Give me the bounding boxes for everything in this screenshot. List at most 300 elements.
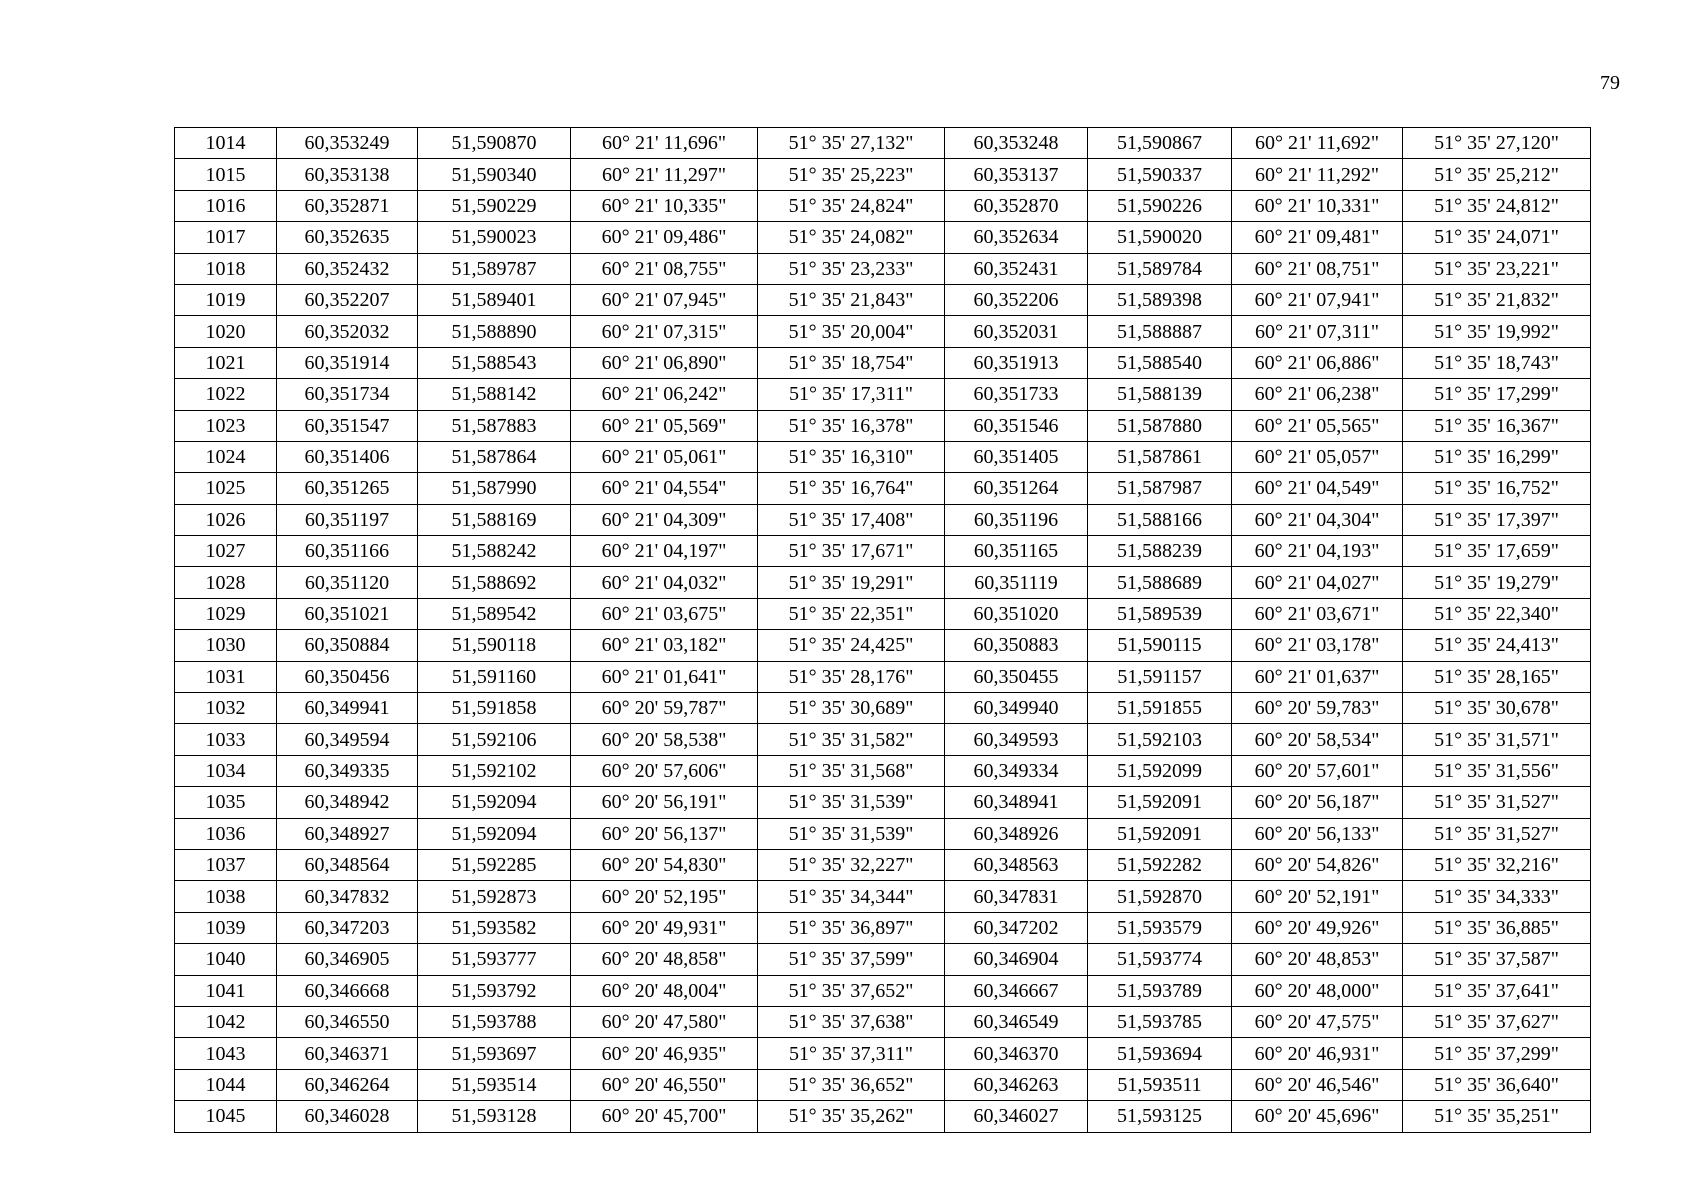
point-number-cell: 1031: [175, 661, 277, 692]
point-number-cell: 1037: [175, 849, 277, 880]
latitude-dms-alt-cell: 51° 35' 28,165": [1403, 661, 1591, 692]
latitude-decimal-alt-cell: 51,591855: [1088, 693, 1232, 724]
point-number-cell: 1027: [175, 536, 277, 567]
longitude-decimal-cell: 60,353138: [277, 159, 418, 190]
longitude-dms-alt-cell: 60° 21' 09,481": [1232, 222, 1403, 253]
longitude-decimal-alt-cell: 60,346667: [945, 975, 1088, 1006]
longitude-dms-alt-cell: 60° 21' 05,565": [1232, 410, 1403, 441]
latitude-decimal-cell: 51,587990: [418, 473, 571, 504]
point-number-cell: 1026: [175, 504, 277, 535]
latitude-decimal-alt-cell: 51,592103: [1088, 724, 1232, 755]
longitude-dms-alt-cell: 60° 21' 01,637": [1232, 661, 1403, 692]
latitude-decimal-alt-cell: 51,589539: [1088, 598, 1232, 629]
table-row: [175, 441, 1591, 472]
latitude-dms-cell: 51° 35' 28,176": [758, 661, 945, 692]
latitude-decimal-cell: 51,590340: [418, 159, 571, 190]
latitude-decimal-alt-cell: 51,589784: [1088, 253, 1232, 284]
longitude-dms-cell: 60° 21' 09,486": [571, 222, 758, 253]
longitude-dms-cell: 60° 21' 01,641": [571, 661, 758, 692]
longitude-decimal-cell: 60,350884: [277, 630, 418, 661]
latitude-dms-cell: 51° 35' 31,568": [758, 755, 945, 786]
longitude-decimal-cell: 60,351166: [277, 536, 418, 567]
longitude-decimal-cell: 60,351197: [277, 504, 418, 535]
longitude-decimal-cell: 60,351406: [277, 441, 418, 472]
table-row: [175, 818, 1591, 849]
latitude-dms-alt-cell: 51° 35' 31,527": [1403, 787, 1591, 818]
point-number-cell: 1034: [175, 755, 277, 786]
longitude-dms-cell: 60° 21' 11,297": [571, 159, 758, 190]
longitude-decimal-alt-cell: 60,346027: [945, 1101, 1088, 1132]
longitude-dms-cell: 60° 20' 57,606": [571, 755, 758, 786]
longitude-decimal-cell: 60,348564: [277, 849, 418, 880]
latitude-decimal-alt-cell: 51,588689: [1088, 567, 1232, 598]
latitude-decimal-cell: 51,591160: [418, 661, 571, 692]
latitude-dms-cell: 51° 35' 21,843": [758, 284, 945, 315]
latitude-dms-cell: 51° 35' 19,291": [758, 567, 945, 598]
longitude-decimal-alt-cell: 60,351264: [945, 473, 1088, 504]
longitude-dms-cell: 60° 21' 04,032": [571, 567, 758, 598]
table-row: [175, 190, 1591, 221]
latitude-dms-cell: 51° 35' 20,004": [758, 316, 945, 347]
latitude-dms-cell: 51° 35' 31,582": [758, 724, 945, 755]
longitude-decimal-cell: 60,346264: [277, 1069, 418, 1100]
longitude-dms-cell: 60° 21' 03,675": [571, 598, 758, 629]
latitude-decimal-cell: 51,588692: [418, 567, 571, 598]
latitude-dms-alt-cell: 51° 35' 37,627": [1403, 1006, 1591, 1037]
longitude-dms-cell: 60° 21' 10,335": [571, 190, 758, 221]
table-row: [175, 849, 1591, 880]
latitude-decimal-cell: 51,592106: [418, 724, 571, 755]
point-number-cell: 1029: [175, 598, 277, 629]
table-row: [175, 473, 1591, 504]
longitude-dms-alt-cell: 60° 20' 57,601": [1232, 755, 1403, 786]
longitude-decimal-alt-cell: 60,351733: [945, 379, 1088, 410]
latitude-decimal-cell: 51,592285: [418, 849, 571, 880]
longitude-decimal-alt-cell: 60,351405: [945, 441, 1088, 472]
latitude-dms-alt-cell: 51° 35' 25,212": [1403, 159, 1591, 190]
latitude-dms-cell: 51° 35' 24,824": [758, 190, 945, 221]
latitude-decimal-cell: 51,593128: [418, 1101, 571, 1132]
table-row: [175, 128, 1591, 159]
point-number-cell: 1030: [175, 630, 277, 661]
point-number-cell: 1019: [175, 284, 277, 315]
longitude-decimal-alt-cell: 60,351196: [945, 504, 1088, 535]
longitude-decimal-cell: 60,346028: [277, 1101, 418, 1132]
latitude-decimal-cell: 51,592094: [418, 787, 571, 818]
latitude-dms-cell: 51° 35' 16,310": [758, 441, 945, 472]
table-row: [175, 284, 1591, 315]
longitude-decimal-cell: 60,347832: [277, 881, 418, 912]
longitude-decimal-cell: 60,348927: [277, 818, 418, 849]
latitude-dms-cell: 51° 35' 17,671": [758, 536, 945, 567]
latitude-dms-alt-cell: 51° 35' 24,071": [1403, 222, 1591, 253]
longitude-dms-alt-cell: 60° 20' 48,853": [1232, 944, 1403, 975]
point-number-cell: 1017: [175, 222, 277, 253]
longitude-decimal-alt-cell: 60,349940: [945, 693, 1088, 724]
longitude-dms-cell: 60° 21' 07,315": [571, 316, 758, 347]
longitude-dms-cell: 60° 20' 46,550": [571, 1069, 758, 1100]
latitude-dms-cell: 51° 35' 16,378": [758, 410, 945, 441]
point-number-cell: 1022: [175, 379, 277, 410]
latitude-decimal-alt-cell: 51,592091: [1088, 818, 1232, 849]
point-number-cell: 1024: [175, 441, 277, 472]
longitude-decimal-cell: 60,352635: [277, 222, 418, 253]
point-number-cell: 1021: [175, 347, 277, 378]
longitude-decimal-cell: 60,350456: [277, 661, 418, 692]
latitude-dms-alt-cell: 51° 35' 31,571": [1403, 724, 1591, 755]
longitude-dms-alt-cell: 60° 20' 46,931": [1232, 1038, 1403, 1069]
latitude-decimal-alt-cell: 51,588239: [1088, 536, 1232, 567]
longitude-dms-cell: 60° 21' 06,890": [571, 347, 758, 378]
latitude-decimal-cell: 51,591858: [418, 693, 571, 724]
table-row: [175, 661, 1591, 692]
latitude-decimal-alt-cell: 51,591157: [1088, 661, 1232, 692]
coordinates-table-body: [175, 128, 1591, 1133]
point-number-cell: 1028: [175, 567, 277, 598]
longitude-dms-alt-cell: 60° 21' 03,671": [1232, 598, 1403, 629]
latitude-decimal-alt-cell: 51,590226: [1088, 190, 1232, 221]
longitude-decimal-alt-cell: 60,351165: [945, 536, 1088, 567]
longitude-dms-alt-cell: 60° 21' 07,941": [1232, 284, 1403, 315]
latitude-dms-alt-cell: 51° 35' 19,279": [1403, 567, 1591, 598]
point-number-cell: 1036: [175, 818, 277, 849]
table-row: [175, 912, 1591, 943]
longitude-dms-alt-cell: 60° 21' 07,311": [1232, 316, 1403, 347]
table-row: [175, 693, 1591, 724]
table-row: [175, 944, 1591, 975]
point-number-cell: 1018: [175, 253, 277, 284]
latitude-dms-cell: 51° 35' 23,233": [758, 253, 945, 284]
latitude-dms-cell: 51° 35' 37,311": [758, 1038, 945, 1069]
longitude-decimal-cell: 60,346668: [277, 975, 418, 1006]
longitude-dms-alt-cell: 60° 20' 52,191": [1232, 881, 1403, 912]
longitude-decimal-alt-cell: 60,348926: [945, 818, 1088, 849]
latitude-decimal-cell: 51,589542: [418, 598, 571, 629]
latitude-dms-alt-cell: 51° 35' 22,340": [1403, 598, 1591, 629]
longitude-dms-alt-cell: 60° 20' 48,000": [1232, 975, 1403, 1006]
latitude-dms-alt-cell: 51° 35' 24,413": [1403, 630, 1591, 661]
latitude-decimal-cell: 51,590023: [418, 222, 571, 253]
latitude-dms-cell: 51° 35' 31,539": [758, 787, 945, 818]
longitude-dms-alt-cell: 60° 21' 04,027": [1232, 567, 1403, 598]
latitude-dms-alt-cell: 51° 35' 27,120": [1403, 128, 1591, 159]
longitude-decimal-alt-cell: 60,347831: [945, 881, 1088, 912]
latitude-decimal-alt-cell: 51,590020: [1088, 222, 1232, 253]
longitude-decimal-alt-cell: 60,349593: [945, 724, 1088, 755]
longitude-dms-alt-cell: 60° 21' 11,292": [1232, 159, 1403, 190]
latitude-dms-alt-cell: 51° 35' 17,299": [1403, 379, 1591, 410]
latitude-decimal-cell: 51,588142: [418, 379, 571, 410]
longitude-dms-cell: 60° 21' 04,554": [571, 473, 758, 504]
latitude-dms-cell: 51° 35' 31,539": [758, 818, 945, 849]
point-number-cell: 1044: [175, 1069, 277, 1100]
latitude-decimal-cell: 51,588242: [418, 536, 571, 567]
table-row: [175, 1038, 1591, 1069]
latitude-dms-alt-cell: 51° 35' 37,641": [1403, 975, 1591, 1006]
latitude-dms-cell: 51° 35' 22,351": [758, 598, 945, 629]
longitude-decimal-cell: 60,353249: [277, 128, 418, 159]
table-row: [175, 1069, 1591, 1100]
latitude-dms-cell: 51° 35' 25,223": [758, 159, 945, 190]
point-number-cell: 1023: [175, 410, 277, 441]
longitude-decimal-cell: 60,351021: [277, 598, 418, 629]
latitude-dms-alt-cell: 51° 35' 17,659": [1403, 536, 1591, 567]
latitude-decimal-cell: 51,587883: [418, 410, 571, 441]
longitude-decimal-alt-cell: 60,352031: [945, 316, 1088, 347]
latitude-dms-cell: 51° 35' 36,897": [758, 912, 945, 943]
longitude-decimal-alt-cell: 60,352206: [945, 284, 1088, 315]
longitude-dms-cell: 60° 20' 49,931": [571, 912, 758, 943]
longitude-dms-alt-cell: 60° 21' 06,886": [1232, 347, 1403, 378]
point-number-cell: 1016: [175, 190, 277, 221]
longitude-decimal-alt-cell: 60,346549: [945, 1006, 1088, 1037]
table-row: [175, 598, 1591, 629]
point-number-cell: 1020: [175, 316, 277, 347]
latitude-decimal-alt-cell: 51,590867: [1088, 128, 1232, 159]
longitude-dms-alt-cell: 60° 20' 59,783": [1232, 693, 1403, 724]
longitude-decimal-alt-cell: 60,353137: [945, 159, 1088, 190]
longitude-decimal-cell: 60,352207: [277, 284, 418, 315]
longitude-dms-cell: 60° 20' 48,858": [571, 944, 758, 975]
latitude-dms-cell: 51° 35' 32,227": [758, 849, 945, 880]
longitude-dms-alt-cell: 60° 20' 47,575": [1232, 1006, 1403, 1037]
latitude-decimal-alt-cell: 51,593125: [1088, 1101, 1232, 1132]
latitude-decimal-alt-cell: 51,593511: [1088, 1069, 1232, 1100]
longitude-decimal-cell: 60,351547: [277, 410, 418, 441]
point-number-cell: 1042: [175, 1006, 277, 1037]
latitude-decimal-cell: 51,588890: [418, 316, 571, 347]
latitude-decimal-alt-cell: 51,588139: [1088, 379, 1232, 410]
longitude-dms-alt-cell: 60° 21' 03,178": [1232, 630, 1403, 661]
latitude-decimal-cell: 51,593792: [418, 975, 571, 1006]
latitude-dms-alt-cell: 51° 35' 37,587": [1403, 944, 1591, 975]
latitude-decimal-alt-cell: 51,587861: [1088, 441, 1232, 472]
table-row: [175, 253, 1591, 284]
table-row: [175, 536, 1591, 567]
longitude-dms-alt-cell: 60° 21' 04,193": [1232, 536, 1403, 567]
latitude-dms-alt-cell: 51° 35' 18,743": [1403, 347, 1591, 378]
table-row: [175, 881, 1591, 912]
latitude-decimal-cell: 51,593777: [418, 944, 571, 975]
longitude-dms-alt-cell: 60° 20' 49,926": [1232, 912, 1403, 943]
longitude-dms-cell: 60° 20' 56,191": [571, 787, 758, 818]
latitude-decimal-alt-cell: 51,592282: [1088, 849, 1232, 880]
latitude-dms-alt-cell: 51° 35' 17,397": [1403, 504, 1591, 535]
latitude-decimal-alt-cell: 51,592091: [1088, 787, 1232, 818]
table-row: [175, 787, 1591, 818]
longitude-dms-cell: 60° 20' 46,935": [571, 1038, 758, 1069]
longitude-dms-alt-cell: 60° 21' 06,238": [1232, 379, 1403, 410]
point-number-cell: 1035: [175, 787, 277, 818]
longitude-decimal-alt-cell: 60,346370: [945, 1038, 1088, 1069]
latitude-dms-alt-cell: 51° 35' 30,678": [1403, 693, 1591, 724]
latitude-decimal-alt-cell: 51,593774: [1088, 944, 1232, 975]
longitude-decimal-alt-cell: 60,353248: [945, 128, 1088, 159]
latitude-decimal-cell: 51,587864: [418, 441, 571, 472]
table-row: [175, 724, 1591, 755]
longitude-decimal-alt-cell: 60,348563: [945, 849, 1088, 880]
longitude-dms-cell: 60° 21' 06,242": [571, 379, 758, 410]
point-number-cell: 1043: [175, 1038, 277, 1069]
latitude-dms-alt-cell: 51° 35' 36,885": [1403, 912, 1591, 943]
longitude-dms-alt-cell: 60° 20' 54,826": [1232, 849, 1403, 880]
latitude-decimal-alt-cell: 51,588887: [1088, 316, 1232, 347]
latitude-dms-cell: 51° 35' 34,344": [758, 881, 945, 912]
longitude-dms-cell: 60° 20' 56,137": [571, 818, 758, 849]
latitude-dms-cell: 51° 35' 24,425": [758, 630, 945, 661]
longitude-dms-cell: 60° 21' 05,061": [571, 441, 758, 472]
latitude-decimal-alt-cell: 51,592870: [1088, 881, 1232, 912]
latitude-dms-alt-cell: 51° 35' 35,251": [1403, 1101, 1591, 1132]
latitude-dms-alt-cell: 51° 35' 21,832": [1403, 284, 1591, 315]
longitude-dms-cell: 60° 21' 04,197": [571, 536, 758, 567]
longitude-decimal-alt-cell: 60,346263: [945, 1069, 1088, 1100]
longitude-dms-alt-cell: 60° 21' 04,304": [1232, 504, 1403, 535]
table-row: [175, 975, 1591, 1006]
longitude-decimal-cell: 60,352032: [277, 316, 418, 347]
longitude-dms-alt-cell: 60° 20' 46,546": [1232, 1069, 1403, 1100]
latitude-decimal-alt-cell: 51,590337: [1088, 159, 1232, 190]
latitude-decimal-cell: 51,592873: [418, 881, 571, 912]
latitude-dms-alt-cell: 51° 35' 16,367": [1403, 410, 1591, 441]
longitude-decimal-alt-cell: 60,352431: [945, 253, 1088, 284]
longitude-decimal-cell: 60,346905: [277, 944, 418, 975]
latitude-decimal-alt-cell: 51,588166: [1088, 504, 1232, 535]
longitude-decimal-cell: 60,346550: [277, 1006, 418, 1037]
table-row: [175, 379, 1591, 410]
latitude-dms-cell: 51° 35' 30,689": [758, 693, 945, 724]
table-row: [175, 630, 1591, 661]
table-row: [175, 504, 1591, 535]
latitude-decimal-cell: 51,590870: [418, 128, 571, 159]
longitude-decimal-cell: 60,349594: [277, 724, 418, 755]
longitude-decimal-alt-cell: 60,349334: [945, 755, 1088, 786]
longitude-dms-alt-cell: 60° 21' 04,549": [1232, 473, 1403, 504]
longitude-decimal-alt-cell: 60,350455: [945, 661, 1088, 692]
latitude-decimal-cell: 51,588169: [418, 504, 571, 535]
point-number-cell: 1015: [175, 159, 277, 190]
longitude-decimal-cell: 60,351265: [277, 473, 418, 504]
coordinates-table: [174, 127, 1591, 1133]
latitude-dms-cell: 51° 35' 27,132": [758, 128, 945, 159]
longitude-decimal-alt-cell: 60,352870: [945, 190, 1088, 221]
longitude-dms-alt-cell: 60° 20' 56,187": [1232, 787, 1403, 818]
latitude-dms-alt-cell: 51° 35' 23,221": [1403, 253, 1591, 284]
longitude-decimal-cell: 60,352432: [277, 253, 418, 284]
point-number-cell: 1025: [175, 473, 277, 504]
longitude-decimal-alt-cell: 60,346904: [945, 944, 1088, 975]
point-number-cell: 1032: [175, 693, 277, 724]
point-number-cell: 1039: [175, 912, 277, 943]
longitude-dms-alt-cell: 60° 20' 45,696": [1232, 1101, 1403, 1132]
longitude-decimal-alt-cell: 60,348941: [945, 787, 1088, 818]
latitude-dms-cell: 51° 35' 37,599": [758, 944, 945, 975]
point-number-cell: 1040: [175, 944, 277, 975]
latitude-dms-alt-cell: 51° 35' 16,752": [1403, 473, 1591, 504]
latitude-decimal-cell: 51,593697: [418, 1038, 571, 1069]
longitude-dms-cell: 60° 21' 08,755": [571, 253, 758, 284]
longitude-dms-cell: 60° 21' 04,309": [571, 504, 758, 535]
longitude-decimal-cell: 60,348942: [277, 787, 418, 818]
longitude-decimal-alt-cell: 60,351119: [945, 567, 1088, 598]
point-number-cell: 1014: [175, 128, 277, 159]
longitude-dms-alt-cell: 60° 21' 08,751": [1232, 253, 1403, 284]
latitude-decimal-alt-cell: 51,588540: [1088, 347, 1232, 378]
longitude-decimal-alt-cell: 60,351546: [945, 410, 1088, 441]
longitude-decimal-cell: 60,349941: [277, 693, 418, 724]
latitude-dms-alt-cell: 51° 35' 37,299": [1403, 1038, 1591, 1069]
latitude-decimal-alt-cell: 51,589398: [1088, 284, 1232, 315]
latitude-decimal-alt-cell: 51,592099: [1088, 755, 1232, 786]
longitude-dms-cell: 60° 20' 48,004": [571, 975, 758, 1006]
latitude-decimal-cell: 51,593514: [418, 1069, 571, 1100]
point-number-cell: 1045: [175, 1101, 277, 1132]
latitude-decimal-cell: 51,592094: [418, 818, 571, 849]
latitude-decimal-cell: 51,589401: [418, 284, 571, 315]
table-row: [175, 1006, 1591, 1037]
longitude-decimal-alt-cell: 60,350883: [945, 630, 1088, 661]
latitude-dms-alt-cell: 51° 35' 31,527": [1403, 818, 1591, 849]
longitude-decimal-alt-cell: 60,351020: [945, 598, 1088, 629]
longitude-decimal-cell: 60,346371: [277, 1038, 418, 1069]
longitude-decimal-cell: 60,347203: [277, 912, 418, 943]
longitude-dms-cell: 60° 21' 05,569": [571, 410, 758, 441]
longitude-dms-alt-cell: 60° 20' 56,133": [1232, 818, 1403, 849]
longitude-dms-cell: 60° 20' 45,700": [571, 1101, 758, 1132]
latitude-decimal-cell: 51,592102: [418, 755, 571, 786]
latitude-dms-alt-cell: 51° 35' 32,216": [1403, 849, 1591, 880]
latitude-dms-cell: 51° 35' 36,652": [758, 1069, 945, 1100]
latitude-decimal-alt-cell: 51,593789: [1088, 975, 1232, 1006]
longitude-dms-cell: 60° 21' 03,182": [571, 630, 758, 661]
longitude-decimal-cell: 60,351734: [277, 379, 418, 410]
longitude-dms-cell: 60° 21' 11,696": [571, 128, 758, 159]
page-number: 79: [1600, 72, 1620, 94]
longitude-dms-cell: 60° 20' 54,830": [571, 849, 758, 880]
longitude-decimal-cell: 60,352871: [277, 190, 418, 221]
point-number-cell: 1041: [175, 975, 277, 1006]
longitude-dms-cell: 60° 20' 59,787": [571, 693, 758, 724]
latitude-dms-alt-cell: 51° 35' 34,333": [1403, 881, 1591, 912]
latitude-decimal-cell: 51,589787: [418, 253, 571, 284]
latitude-dms-cell: 51° 35' 35,262": [758, 1101, 945, 1132]
latitude-decimal-cell: 51,593582: [418, 912, 571, 943]
table-row: [175, 316, 1591, 347]
latitude-decimal-cell: 51,588543: [418, 347, 571, 378]
latitude-dms-cell: 51° 35' 17,311": [758, 379, 945, 410]
longitude-dms-cell: 60° 21' 07,945": [571, 284, 758, 315]
latitude-dms-alt-cell: 51° 35' 31,556": [1403, 755, 1591, 786]
latitude-dms-cell: 51° 35' 37,638": [758, 1006, 945, 1037]
latitude-decimal-cell: 51,593788: [418, 1006, 571, 1037]
point-number-cell: 1033: [175, 724, 277, 755]
point-number-cell: 1038: [175, 881, 277, 912]
latitude-dms-alt-cell: 51° 35' 19,992": [1403, 316, 1591, 347]
longitude-decimal-cell: 60,351120: [277, 567, 418, 598]
longitude-decimal-alt-cell: 60,352634: [945, 222, 1088, 253]
longitude-decimal-alt-cell: 60,351913: [945, 347, 1088, 378]
longitude-dms-alt-cell: 60° 21' 11,692": [1232, 128, 1403, 159]
latitude-decimal-alt-cell: 51,593579: [1088, 912, 1232, 943]
latitude-dms-alt-cell: 51° 35' 16,299": [1403, 441, 1591, 472]
latitude-decimal-cell: 51,590118: [418, 630, 571, 661]
latitude-dms-alt-cell: 51° 35' 24,812": [1403, 190, 1591, 221]
latitude-decimal-cell: 51,590229: [418, 190, 571, 221]
table-row: [175, 567, 1591, 598]
table-row: [175, 755, 1591, 786]
latitude-dms-cell: 51° 35' 24,082": [758, 222, 945, 253]
longitude-dms-alt-cell: 60° 21' 10,331": [1232, 190, 1403, 221]
